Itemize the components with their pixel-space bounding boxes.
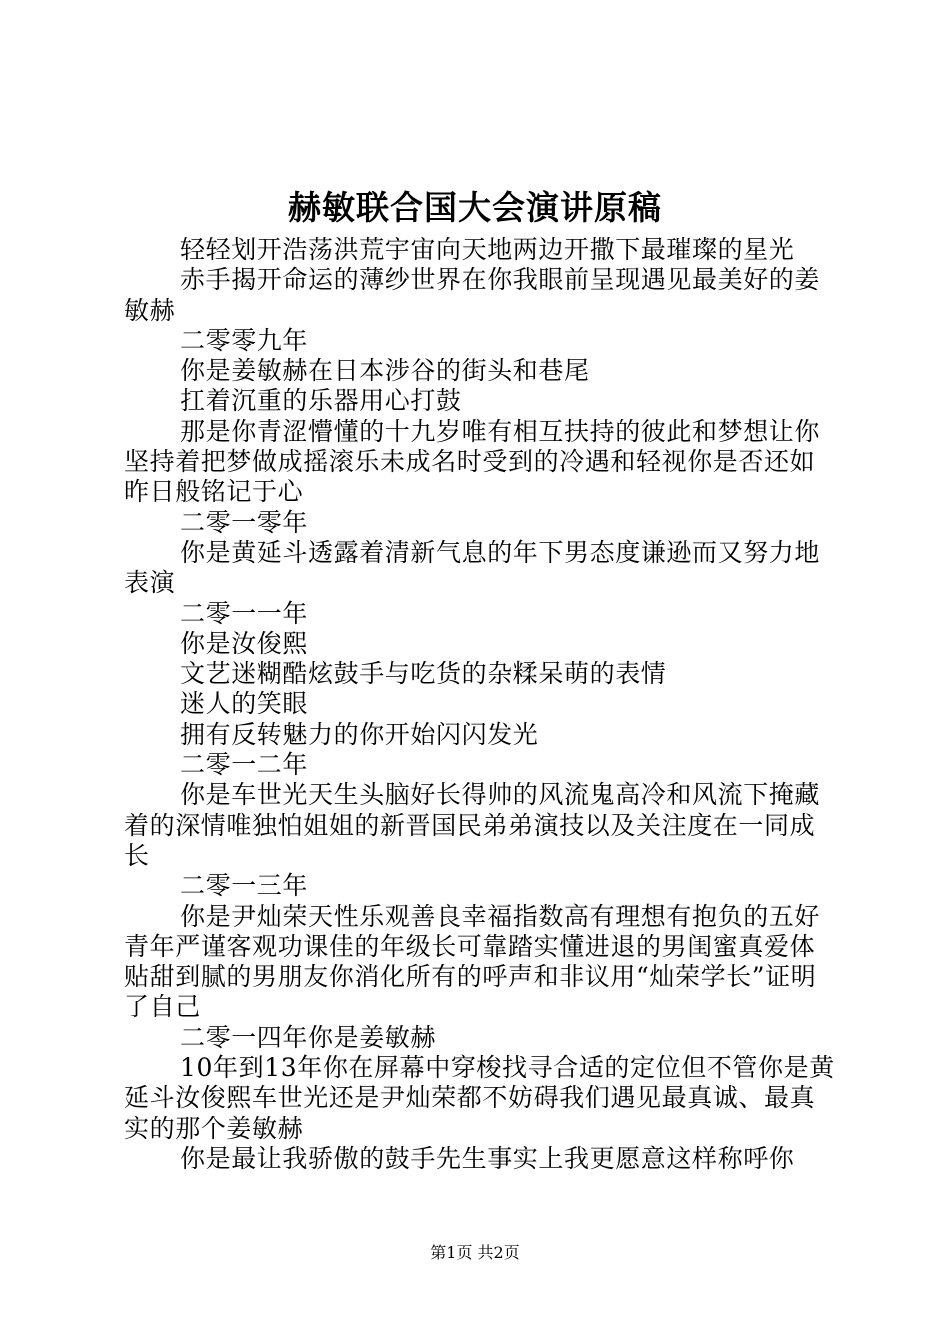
paragraph: 二零零九年	[180, 325, 309, 355]
page-footer: 第1页 共2页	[430, 1243, 520, 1262]
paragraph: 你是黄延斗透露着清新气息的年下男态度谦逊而又努力地表演	[124, 537, 821, 598]
paragraph: 二零一二年	[180, 750, 309, 780]
paragraph: 扛着沉重的乐器用心打鼓	[180, 386, 462, 416]
paragraph: 拥有反转魅力的你开始闪闪发光	[180, 719, 539, 749]
paragraph: 赤手揭开命运的薄纱世界在你我眼前呈现遇见最美好的姜敏赫	[124, 265, 821, 325]
paragraph: 迷人的笑眼	[180, 689, 309, 719]
document-body	[124, 235, 836, 1174]
paragraph: 二零一四年你是姜敏赫	[180, 1022, 437, 1052]
paragraph: 你是最让我骄傲的鼓手先生事实上我更愿意这样称呼你	[180, 1143, 795, 1173]
paragraph: 你是汝俊熙	[180, 628, 309, 658]
paragraph: 10年到13年你在屏幕中穿梭找寻合适的定位但不管你是黄延斗汝俊熙车世光还是尹灿荣都不妨碍我们遇见最真诚、最真实的那个姜敏赫	[124, 1053, 835, 1143]
paragraph: 那是你青涩懵懂的十九岁唯有相互扶持的彼此和梦想让你坚持着把梦做成摇滚乐未成名时受到的冷遇和轻视你是否还如昨日般铭记于心	[124, 416, 821, 507]
paragraph: 二零一一年	[180, 598, 309, 628]
paragraph: 二零一三年	[180, 871, 309, 901]
paragraph: 二零一零年	[180, 507, 309, 537]
paragraph: 你是姜敏赫在日本涉谷的街头和巷尾	[180, 356, 590, 386]
paragraph: 你是尹灿荣天性乐观善良幸福指数高有理想有抱负的五好青年严谨客观功课佳的年级长可靠踏实懂进退的男闺蜜真爱体贴甜到腻的男朋友你消化所有的呼声和非议用“灿荣学长”证明了自己	[124, 901, 821, 1022]
document-title: 赫敏联合国大会演讲原稿	[288, 188, 662, 227]
paragraph: 轻轻划开浩荡洪荒宇宙向天地两边开撒下最璀璨的星光	[180, 235, 795, 264]
paragraph: 文艺迷糊酷炫鼓手与吃货的杂糅呆萌的表情	[180, 659, 667, 689]
paragraph: 你是车世光天生头脑好长得帅的风流鬼高冷和风流下掩藏着的深情唯独怕姐姐的新晋国民弟弟演技以及关注度在一同成长	[124, 780, 821, 870]
